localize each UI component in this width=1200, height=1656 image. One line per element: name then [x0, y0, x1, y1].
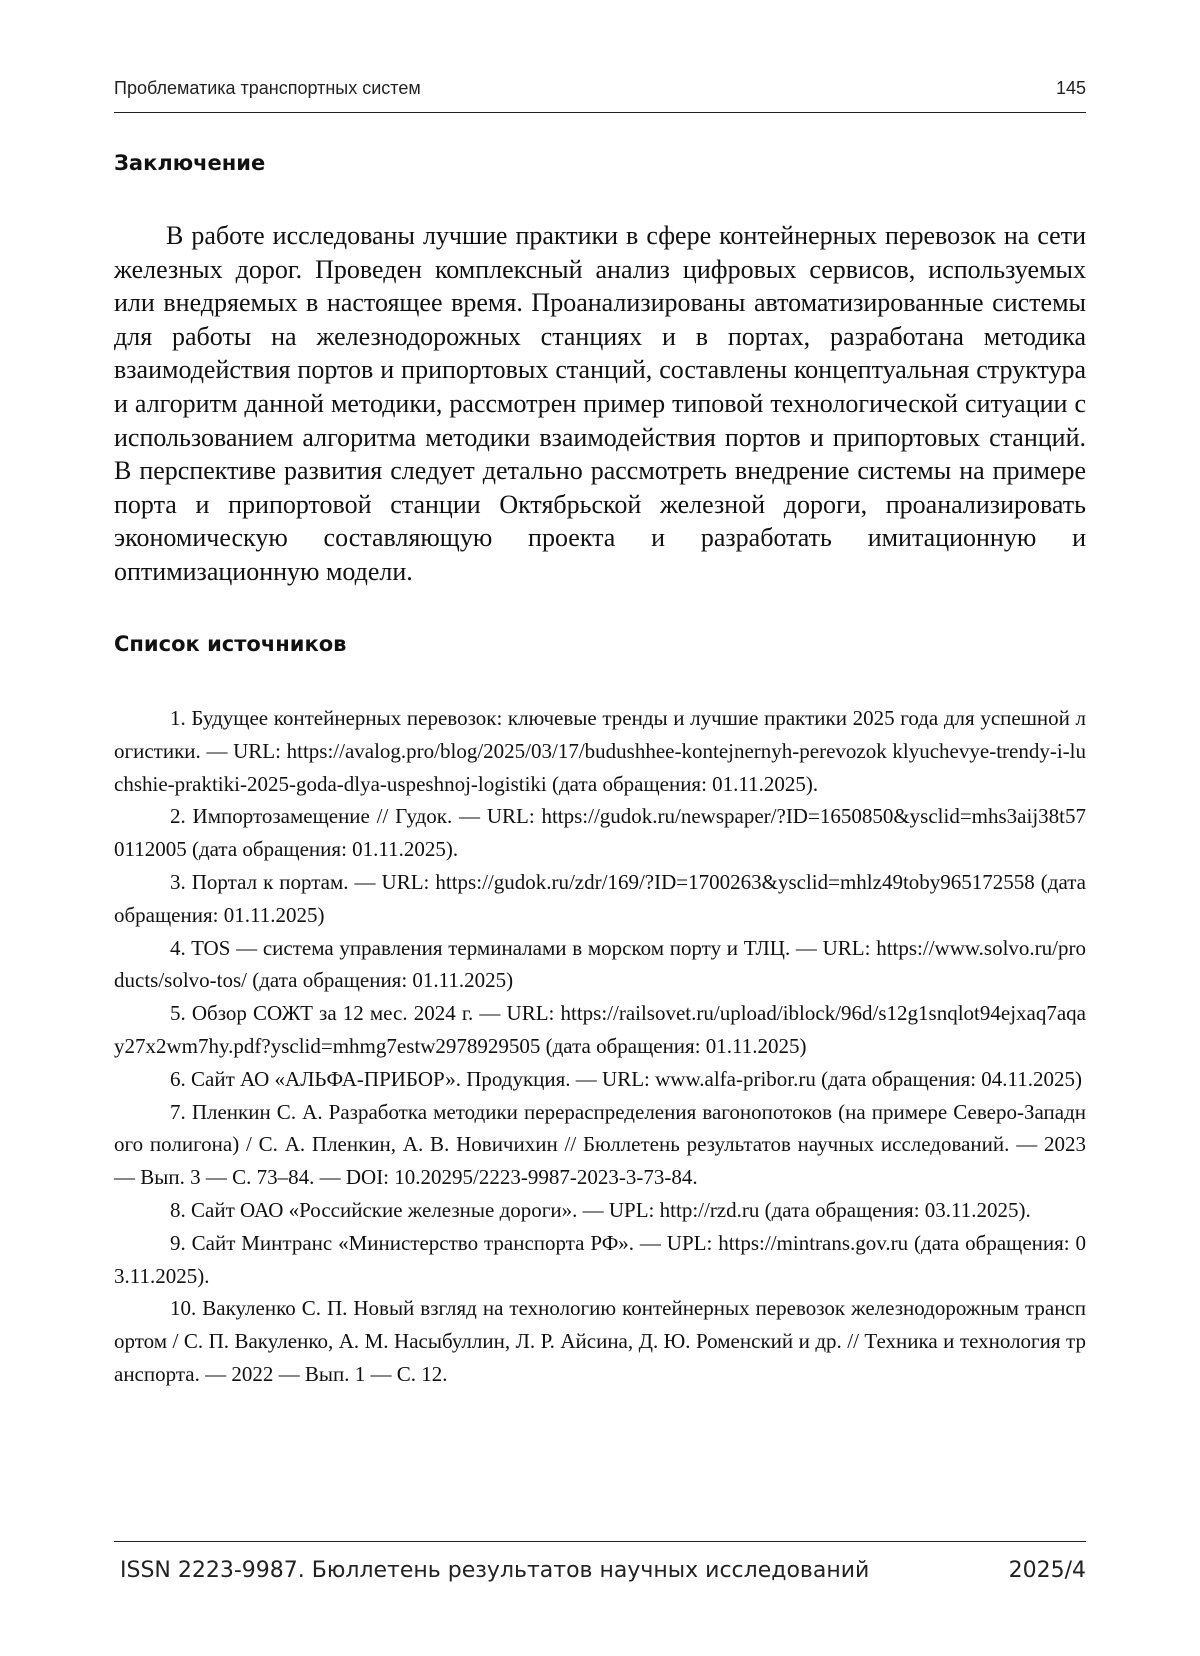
footer-issue: 2025/4 [1008, 1558, 1086, 1583]
reference-item-1: 1. Будущее контейнерных перевозок: ключевые тренды и лучшие практики 2025 года для успешной логистики. — URL: https://avalog.pro/blog/2025/03/17/budushhee-kontejnernyh-perevozok klyuchevye-trendy-i-luchshie-praktiki-2025-goda-dlya-uspeshnoj-logistiki (дата обращения: 01.11.2025). [114, 706, 1086, 796]
reference-item-9: 9. Сайт Минтранс «Министерство транспорта РФ». — UPL: https://mintrans.gov.ru (дата обращения: 03.11.2025). [114, 1230, 1086, 1288]
journal-title: Проблематика транспортных систем [114, 78, 421, 98]
reference-item-7: 7. Пленкин С. А. Разработка методики перераспределения вагонопотоков (на примере Северо-Западного полигона) / С. А. Пленкин, А. В. Новичихин // Бюллетень результатов научных исследований. — 2023 — Вып. 3 — С. 73–84. — DOI: 10.20295/2223-9987-2023-3-73-84. [114, 1099, 1086, 1190]
reference-item-10: 10. Вакуленко С. П. Новый взгляд на технологию контейнерных перевозок железнодорожным транспортом / С. П. Вакуленко, А. М. Насыбуллин, Л. Р. Айсина, Д. Ю. Роменский и др. // Техника и технология транспорта. — 2022 — Вып. 1 — С. 12. [114, 1296, 1086, 1386]
page-footer [114, 1541, 1086, 1592]
conclusion-paragraph: В работе исследованы лучшие практики в сфере контейнерных перевозок на сети железных дорог. Проведен комплексный анализ цифровых сервисов, используемых или внедряемых в настоящее время. Проанализированы автоматизированные системы для работы на железнодорожных станциях и в портах, разработана методика взаимодействия портов и припортовых станций, составлены концептуальная структура и алгоритм данной методики, рассмотрен пример типовой технологической ситуации с использованием алгоритма методики взаимодействия портов и припортовых станций. В перспективе развития следует детально рассмотреть внедрение системы на примере порта и припортовой станции Октябрьской железной дороги, проанализировать экономическую составляющую проекта и разработать имитационную и оптимизационную модели. [114, 221, 1086, 586]
running-header [114, 76, 1086, 113]
reference-item-6: 6. Сайт АО «АЛЬФА-ПРИБОР». Продукция. — URL: www.alfa-pribor.ru (дата обращения: 04.11.2025) [170, 1066, 1083, 1091]
reference-item-4: 4. TOS — система управления терминалами в морском порту и ТЛЦ. — URL: https://www.solvo.ru/products/solvo-tos/ (дата обращения: 01.11.2025) [114, 935, 1086, 993]
conclusion-heading: Заключение [114, 151, 266, 175]
page-number: 145 [1055, 78, 1086, 98]
references-heading: Список источников [114, 632, 347, 656]
reference-item-8: 8. Сайт ОАО «Российские железные дороги». — UPL: http://rzd.ru (дата обращения: 03.11.2025). [170, 1197, 1031, 1222]
reference-list [114, 702, 1086, 1391]
footer-issn: ISSN 2223-9987. Бюллетень результатов научных исследований [120, 1558, 870, 1583]
reference-item-3: 3. Портал к портам. — URL: https://gudok.ru/zdr/169/?ID=1700263&ysclid=mhlz49toby965172558 (дата обращения: 01.11.2025) [114, 869, 1086, 927]
reference-item-2: 2. Импортозамещение // Гудок. — URL: https://gudok.ru/newspaper/?ID=1650850&ysclid=mhs3aij38t570112005 (дата обращения: 01.11.2025). [114, 804, 1086, 862]
reference-item-5: 5. Обзор СОЖТ за 12 мес. 2024 г. — URL: https://railsovet.ru/upload/iblock/96d/s12g1snqlot94ejxaq7aqay27x2wm7hy.pdf?ysclid=mhmg7estw2978929505 (дата обращения: 01.11.2025) [114, 1001, 1086, 1058]
